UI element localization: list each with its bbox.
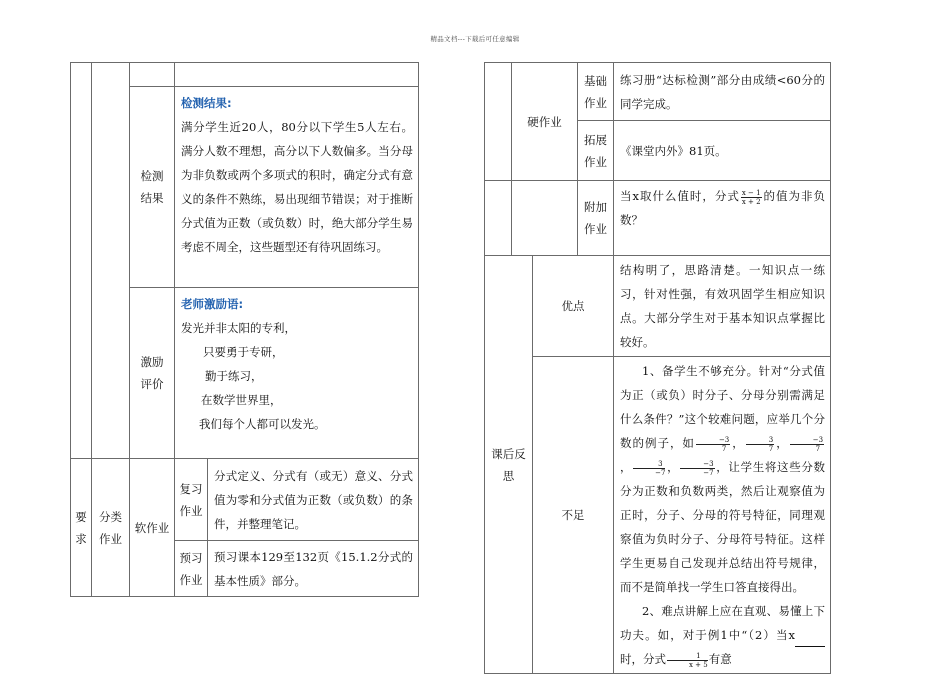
jiance-body: 满分学生近20人，80分以下学生5人左右。满分人数不理想，高分以下人数偏多。当分母为非负数或两个多项式的积时，确定分式有意义的条件不熟练，易出现细节错误；对于推断分式值为正数（或负数）时，绝大部分学生易考虑不周全，这些题型还有待巩固练习。 bbox=[181, 120, 413, 254]
example-frac-1-num: −3 bbox=[696, 436, 730, 445]
right-cell-blank-b bbox=[485, 181, 512, 256]
fujia-frac-num: x − 1 bbox=[741, 188, 761, 197]
right-cell-blank-a bbox=[485, 63, 512, 181]
buzu-p1-a: 1、备学生不够充分。针对“分式值为正（或负）时分子、分母分别需满足什么条件？”这个较难问题，应举几个分数的例子，如 bbox=[620, 364, 825, 450]
fujia-text bbox=[614, 181, 831, 256]
jili-label: 激励 评价 bbox=[130, 288, 175, 459]
jiance-title: 检测结果: bbox=[181, 96, 232, 110]
jili-line-5: 我们每个人都可以发光。 bbox=[199, 417, 326, 431]
jili-line-3: 勤于练习， bbox=[205, 369, 263, 383]
kehou-label: 课后反 思 bbox=[485, 256, 533, 674]
fuxi-text: 分式定义、分式有（或无）意义、分式值为零和分式值为正数（或负数）的条件，并整理笔记。 bbox=[208, 459, 419, 541]
buzu-text bbox=[614, 357, 831, 674]
yuxi-text: 预习课本129至132页《15.1.2分式的基本性质》部分。 bbox=[208, 541, 419, 597]
jiance-label: 检测 结果 bbox=[130, 87, 175, 288]
ying-label: 硬作业 bbox=[512, 63, 578, 181]
jichu-label: 基础 作业 bbox=[578, 63, 614, 121]
fujia-fraction bbox=[741, 189, 762, 206]
example-frac-5 bbox=[680, 460, 714, 477]
tuozhan-label: 拓展 作业 bbox=[578, 121, 614, 181]
yuxi-label: 预习 作业 bbox=[175, 541, 208, 597]
jili-line-2: 只要勇于专研， bbox=[203, 345, 284, 359]
left-cell-blank-b bbox=[92, 63, 130, 459]
last-frac-den: x + 5 bbox=[689, 660, 708, 669]
buzu-p2-b: 时，分式 bbox=[620, 652, 666, 666]
right-table bbox=[484, 62, 831, 674]
example-frac-2-num: 3 bbox=[746, 436, 774, 445]
buzu-p1-b: ，让学生将这些分数分为正数和负数两类，然后让观察值为正时，分子、分母的符号特征，同理观察值为负时分子、分母符号特征。这样学生更易自己发现并总结出符号规律，而不是简单找一学生口答直接得出。 bbox=[620, 460, 826, 594]
left-table bbox=[70, 62, 419, 597]
jiance-content bbox=[175, 87, 419, 288]
example-frac-4-den: −7 bbox=[655, 468, 666, 477]
example-frac-3 bbox=[790, 436, 824, 453]
left-cell-blank-d bbox=[175, 63, 419, 87]
buzu-p2-c: 有意 bbox=[708, 652, 732, 666]
jichu-text: 练习册“达标检测”部分由成绩<60分的同学完成。 bbox=[614, 63, 831, 121]
fuxi-label: 复习 作业 bbox=[175, 459, 208, 541]
example-frac-5-den: −7 bbox=[703, 468, 714, 477]
buzu-para-1: 1、备学生不够充分。针对“分式值为正（或负）时分子、分母分别需满足什么条件？”这个较难问题，应举几个分数的例子，如 $\frac{-3}{7}$ ， $\frac{3}{7}$ ， $\frac{-3}{7}$ ， $\frac{3}{-7}$ ， $\frac{-3}{-7}$ ，让学生将这些分数分为正数和负数两类，然后让观察值为正时，分子、分母的符号特征，同理观察值为负时分子、分母符号特征。这样学生更易自己发现并总结出符号规律，而不是简单找一学生口答直接得出。 bbox=[620, 364, 826, 594]
jili-content bbox=[175, 288, 419, 459]
page-header: 精品文档---下载后可任意编辑 bbox=[430, 35, 520, 43]
right-cell-blank-c bbox=[512, 181, 578, 256]
yaoqiu-label: 要 求 bbox=[71, 459, 92, 597]
tuozhan-text: 《课堂内外》81页。 bbox=[614, 121, 831, 181]
example-frac-4-num: 3 bbox=[633, 460, 665, 469]
example-frac-2 bbox=[746, 436, 774, 453]
buzu-para-2 bbox=[620, 599, 825, 671]
fujia-post: 的值为非负数？ bbox=[620, 189, 825, 227]
left-cell-blank-c bbox=[130, 63, 175, 87]
example-frac-3-num: −3 bbox=[790, 436, 824, 445]
fenlei-label: 分类 作业 bbox=[92, 459, 130, 597]
left-cell-blank-a bbox=[71, 63, 92, 459]
example-frac-1-den: 7 bbox=[721, 444, 727, 453]
example-frac-5-num: −3 bbox=[680, 460, 714, 469]
youdian-text: 结构明了，思路清楚。一知识点一练习，针对性强，有效巩固学生相应知识点。大部分学生对于基本知识点掌握比较好。 bbox=[614, 256, 831, 357]
buzu-p2: 2、难点讲解上应在直观、易懂上下功夫。如，对于例1中“（2）当x bbox=[620, 604, 825, 642]
example-frac-1 bbox=[696, 436, 730, 453]
fujia-label: 附加 作业 bbox=[578, 181, 614, 256]
example-frac-2-den: 7 bbox=[768, 444, 774, 453]
example-frac-3-den: 7 bbox=[815, 444, 821, 453]
answer-blank bbox=[795, 634, 825, 647]
jili-line-4: 在数学世界里， bbox=[201, 393, 282, 407]
jili-line-1: 发光并非太阳的专利， bbox=[181, 321, 296, 335]
buzu-label: 不足 bbox=[533, 357, 614, 674]
jili-title: 老师激励语: bbox=[181, 297, 244, 311]
example-frac-4 bbox=[633, 460, 665, 477]
last-fraction bbox=[667, 652, 708, 669]
fujia-pre: 当x取什么值时，分式 bbox=[620, 189, 740, 203]
fujia-frac-den: x + 2 bbox=[741, 197, 761, 206]
ruan-label: 软作业 bbox=[130, 459, 175, 597]
youdian-label: 优点 bbox=[533, 256, 614, 357]
last-frac-num: 1 bbox=[667, 652, 708, 661]
